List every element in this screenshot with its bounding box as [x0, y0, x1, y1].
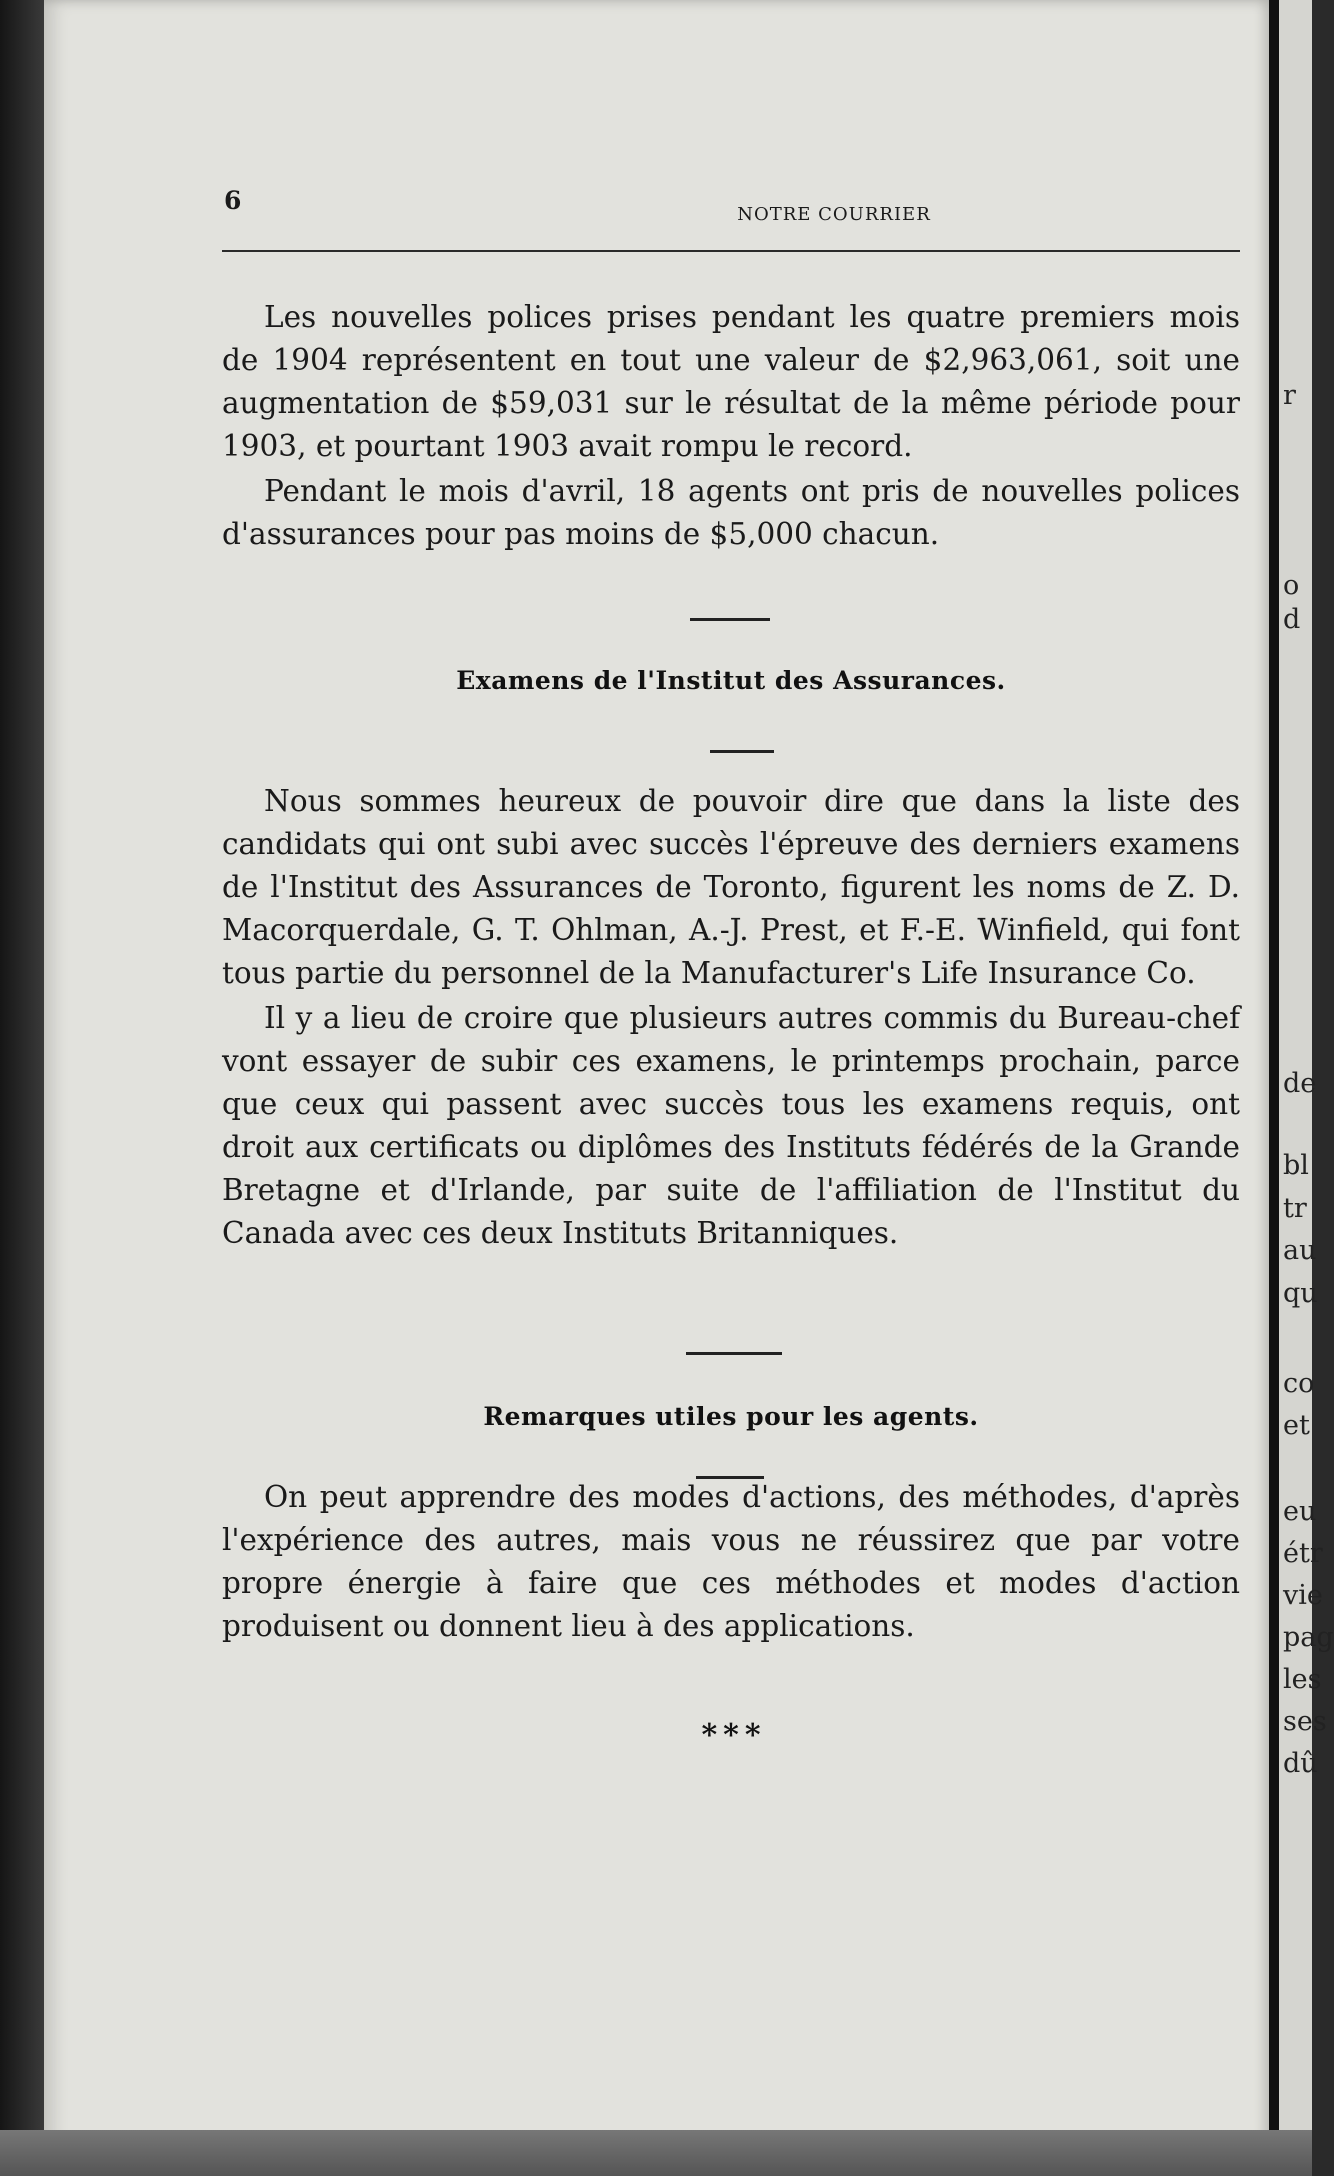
facing-fragment: étr	[1283, 1538, 1323, 1569]
header-rule	[222, 250, 1240, 252]
facing-fragment: dû	[1283, 1748, 1318, 1779]
facing-fragment: eu	[1283, 1496, 1317, 1527]
facing-fragment: les	[1283, 1664, 1322, 1695]
intro-text	[222, 296, 1240, 556]
paragraph: Nous sommes heureux de pouvoir dire que dans la liste des candidats qui ont subi avec succès l'épreuve des derniers examens de l'Institut des Assurances de Toronto, figurent les noms de Z. D. Macorquerdale, G. T. Ohlman, A.-J. Prest, et F.-E. Winfield, qui font tous partie du personnel de la Manufacturer's Life Insurance Co.	[222, 784, 1240, 990]
paragraph: On peut apprendre des modes d'actions, des méthodes, d'après l'expérience des autres, mais vous ne réussirez que par votre propre énergie à faire que ces méthodes et modes d'action produisent ou donnent lieu à des applications.	[222, 1480, 1240, 1643]
paragraph: Pendant le mois d'avril, 18 agents ont pris de nouvelles polices d'assurances pour pas moins de $5,000 chacun.	[222, 474, 1240, 551]
section-heading: Remarques utiles pour les agents.	[483, 1402, 979, 1431]
facing-fragment: vie	[1283, 1580, 1323, 1611]
book-gutter	[1269, 0, 1279, 2176]
facing-fragment: pag	[1283, 1622, 1334, 1653]
facing-fragment: qu	[1283, 1278, 1318, 1309]
page-number: 6	[224, 186, 242, 215]
scan-background-bottom	[0, 2130, 1312, 2176]
section2-text	[222, 1476, 1240, 1648]
facing-fragment: co	[1283, 1368, 1315, 1399]
section-heading: Examens de l'Institut des Assurances.	[456, 666, 1006, 695]
facing-fragment: r	[1283, 380, 1296, 411]
facing-fragment: tr	[1283, 1193, 1307, 1224]
section-separator	[710, 750, 774, 753]
facing-fragment: au	[1283, 1235, 1317, 1266]
running-head: NOTRE COURRIER	[737, 204, 931, 225]
paragraph: Les nouvelles polices prises pendant les quatre premiers mois de 1904 représentent en tout une valeur de $2,963,061, soit une augmentation de $59,031 sur le résultat de la même période pour 1903, et pourtant 1903 avait rompu le record.	[222, 300, 1240, 463]
facing-fragment: bl	[1283, 1150, 1309, 1181]
facing-fragment: o	[1283, 570, 1300, 601]
facing-page-edge	[1279, 0, 1334, 2176]
asterism: * * *	[701, 1718, 761, 1753]
section-separator	[686, 1352, 782, 1355]
facing-fragment: et	[1283, 1410, 1310, 1441]
section1-text	[222, 780, 1240, 1255]
facing-fragment: de	[1283, 1068, 1317, 1099]
scan-background-left	[0, 0, 44, 2176]
paragraph: Il y a lieu de croire que plusieurs autres commis du Bureau-chef vont essayer de subir ces examens, le printemps prochain, parce que ceux qui passent avec succès tous les examens requis, ont droit aux certificats ou diplômes des Instituts fédérés de la Grande Bretagne et d'Irlande, par suite de l'affiliation de l'Institut du Canada avec ces deux Instituts Britanniques.	[222, 1001, 1240, 1250]
facing-fragment: d	[1283, 604, 1301, 635]
section-separator	[690, 618, 770, 621]
facing-fragment: ses	[1283, 1706, 1327, 1737]
